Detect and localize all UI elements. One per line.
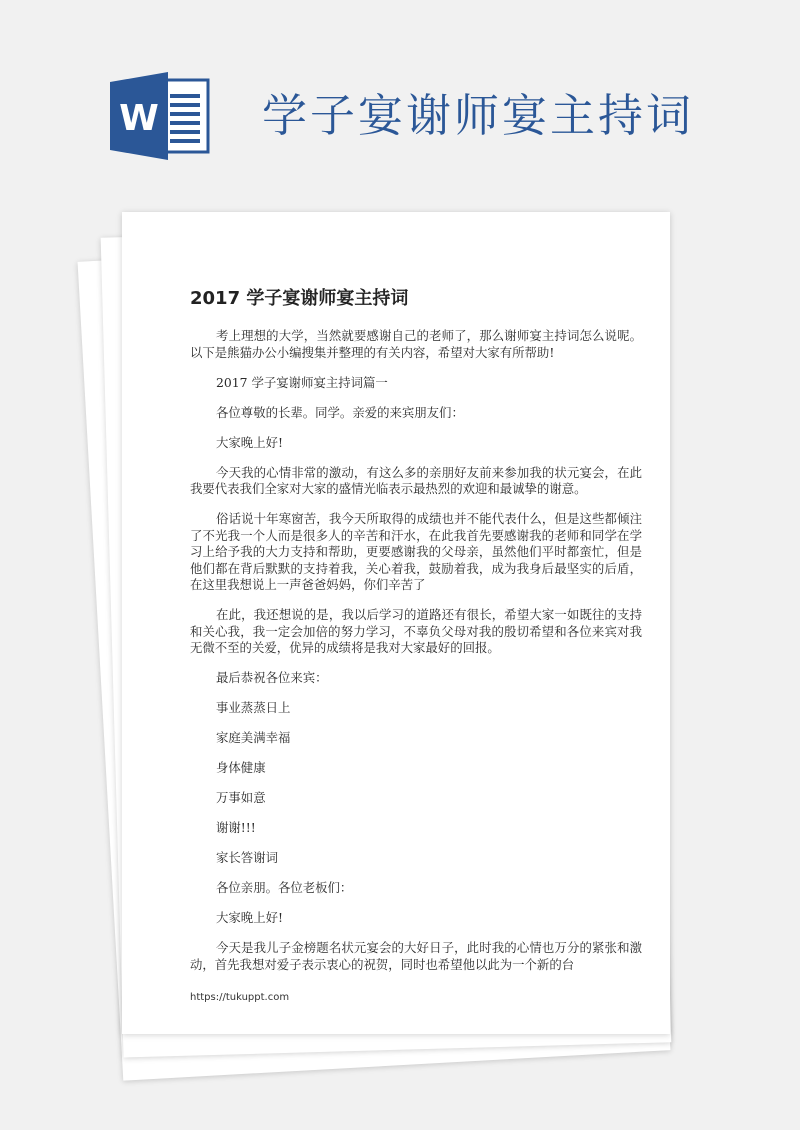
- paragraph: 俗话说十年寒窗苦，我今天所取得的成绩也并不能代表什么，但是这些都倾注了不光我一个人而是很多人的辛苦和汗水，在此我首先要感谢我的老师和同学在学习上给予我的大力支持和帮助，更要感谢我的父母亲，虽然他们平时都蛮忙，但是他们都在背后默默的支持着我，关心着我，鼓励着我，成为我身后最坚实的后盾，在这里我想说上一声爸爸妈妈，你们辛苦了: [190, 511, 642, 592]
- paragraph: 身体健康: [216, 760, 266, 775]
- paragraph: 在此，我还想说的是，我以后学习的道路还有很长，希望大家一如既往的支持和关心我，我一定会加倍的努力学习，不辜负父母对我的殷切希望和各位来宾对我无微不至的关爱，优异的成绩将是我对大家最好的回报。: [190, 607, 642, 655]
- footer-url[interactable]: https://tukuppt.com: [190, 992, 290, 1003]
- word-icon: [110, 72, 210, 160]
- document-body: [190, 328, 642, 987]
- paragraph: 事业蒸蒸日上: [216, 700, 291, 715]
- word-icon-letter: W: [119, 98, 159, 139]
- header: [0, 0, 800, 200]
- header-title: 学子宴谢师宴主持词: [262, 89, 695, 142]
- paragraph: 谢谢!!!: [216, 820, 256, 835]
- paragraph: 万事如意: [216, 790, 266, 805]
- paragraph: 考上理想的大学，当然就要感谢自己的老师了，那么谢师宴主持词怎么说呢。以下是熊猫办公小编搜集并整理的有关内容，希望对大家有所帮助!: [190, 328, 642, 360]
- paragraph: 今天我的心情非常的激动，有这么多的亲朋好友前来参加我的状元宴会，在此我要代表我们全家对大家的盛情光临表示最热烈的欢迎和最诚挚的谢意。: [190, 464, 642, 496]
- paragraph: 大家晚上好!: [216, 910, 283, 925]
- paragraph: 2017 学子宴谢师宴主持词篇一: [216, 374, 388, 390]
- document-page: [122, 212, 670, 1034]
- paragraph: 大家晚上好!: [216, 434, 283, 450]
- paragraph: 各位尊敬的长辈。同学。亲爱的来宾朋友们：: [216, 404, 464, 420]
- paragraph: 家长答谢词: [216, 850, 278, 865]
- paragraph: 今天是我儿子金榜题名状元宴会的大好日子，此时我的心情也万分的紧张和激动，首先我想对爱子表示衷心的祝贺，同时也希望他以此为一个新的台: [190, 940, 642, 972]
- document-title: 2017 学子宴谢师宴主持词: [190, 288, 409, 309]
- paragraph: 最后恭祝各位来宾：: [216, 670, 328, 685]
- paragraph: 家庭美满幸福: [216, 730, 291, 745]
- paragraph: 各位亲朋。各位老板们：: [216, 880, 353, 895]
